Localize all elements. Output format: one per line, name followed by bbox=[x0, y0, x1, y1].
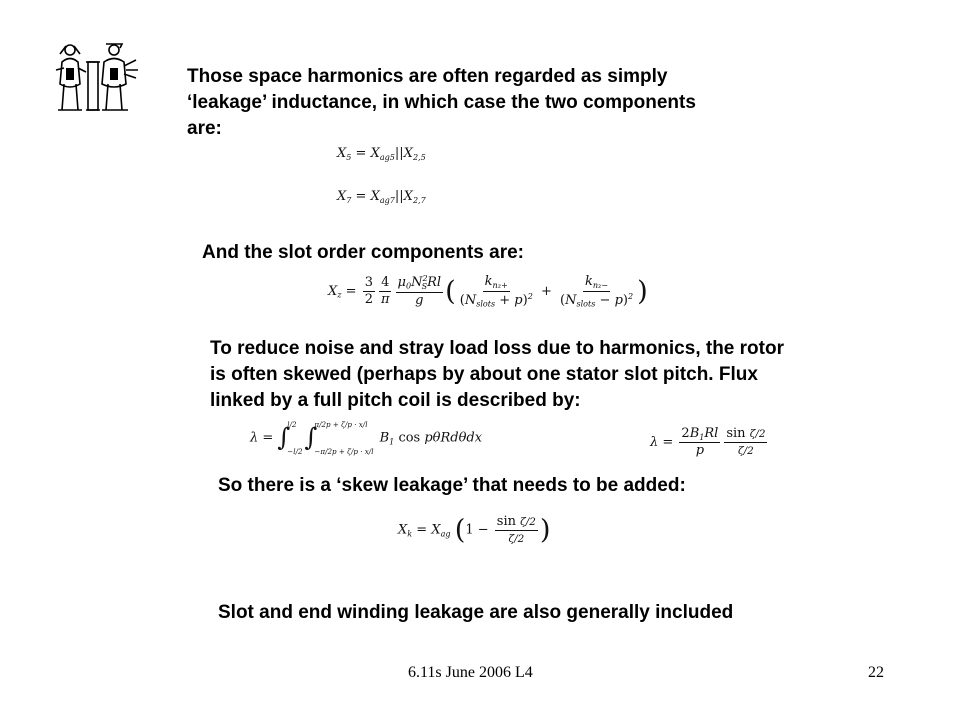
footer-page-number: 22 bbox=[868, 664, 884, 681]
equation-x5: $X_5 = X_{ag5}||X_{2,5}$ bbox=[337, 146, 426, 162]
slot-order-paragraph: And the slot order components are: bbox=[202, 242, 524, 263]
equation-xz: $X_z$ = $\frac{3}{2}$ $\frac{4}{\pi}$ $\frac{\mu_0N^2_SRl}{g}$ ( $\frac{k_{nz+}}{(N_{slots} + p)^2}$ + $\frac{k_{nz-}}{(N_{slots} - p)^2}$ ) bbox=[328, 274, 648, 309]
skew-leakage-paragraph: So there is a ‘skew leakage’ that needs to be added: bbox=[218, 475, 686, 496]
slot-end-winding-paragraph: Slot and end winding leakage are also generally included bbox=[218, 602, 734, 623]
equation-lambda-result: λ = $\frac{2B_1Rl}{p}$ $\frac{\text{sin ζ/2}}{\zeta/2}$ bbox=[650, 426, 766, 459]
equation-xk: $X_k = X_{ag}$ (1 − $\frac{\text{sin ζ/2}}{\zeta/2}$ ) bbox=[398, 514, 551, 546]
footer-course-date: 6.11s June 2006 L4 bbox=[408, 664, 533, 681]
skew-paragraph: To reduce noise and stray load loss due to harmonics, the rotor is often skewed (perhaps by about one stator slot pitch. Flux linked by a full pitch coil is described by: bbox=[210, 338, 784, 411]
mit-logo-icon bbox=[52, 40, 142, 116]
intro-paragraph: Those space harmonics are often regarded as simply ‘leakage’ inductance, in which case the two components are: bbox=[187, 66, 696, 139]
equation-lambda-integral: λ = ∫ l/2 −l/2 ∫ π/2p + ζ/p · x/l −π/2p + ζ/p · x/l $B_1$ cos pθRdθdx bbox=[250, 420, 483, 456]
equation-x7: $X_7 = X_{ag7}||X_{2,7}$ bbox=[337, 189, 426, 205]
